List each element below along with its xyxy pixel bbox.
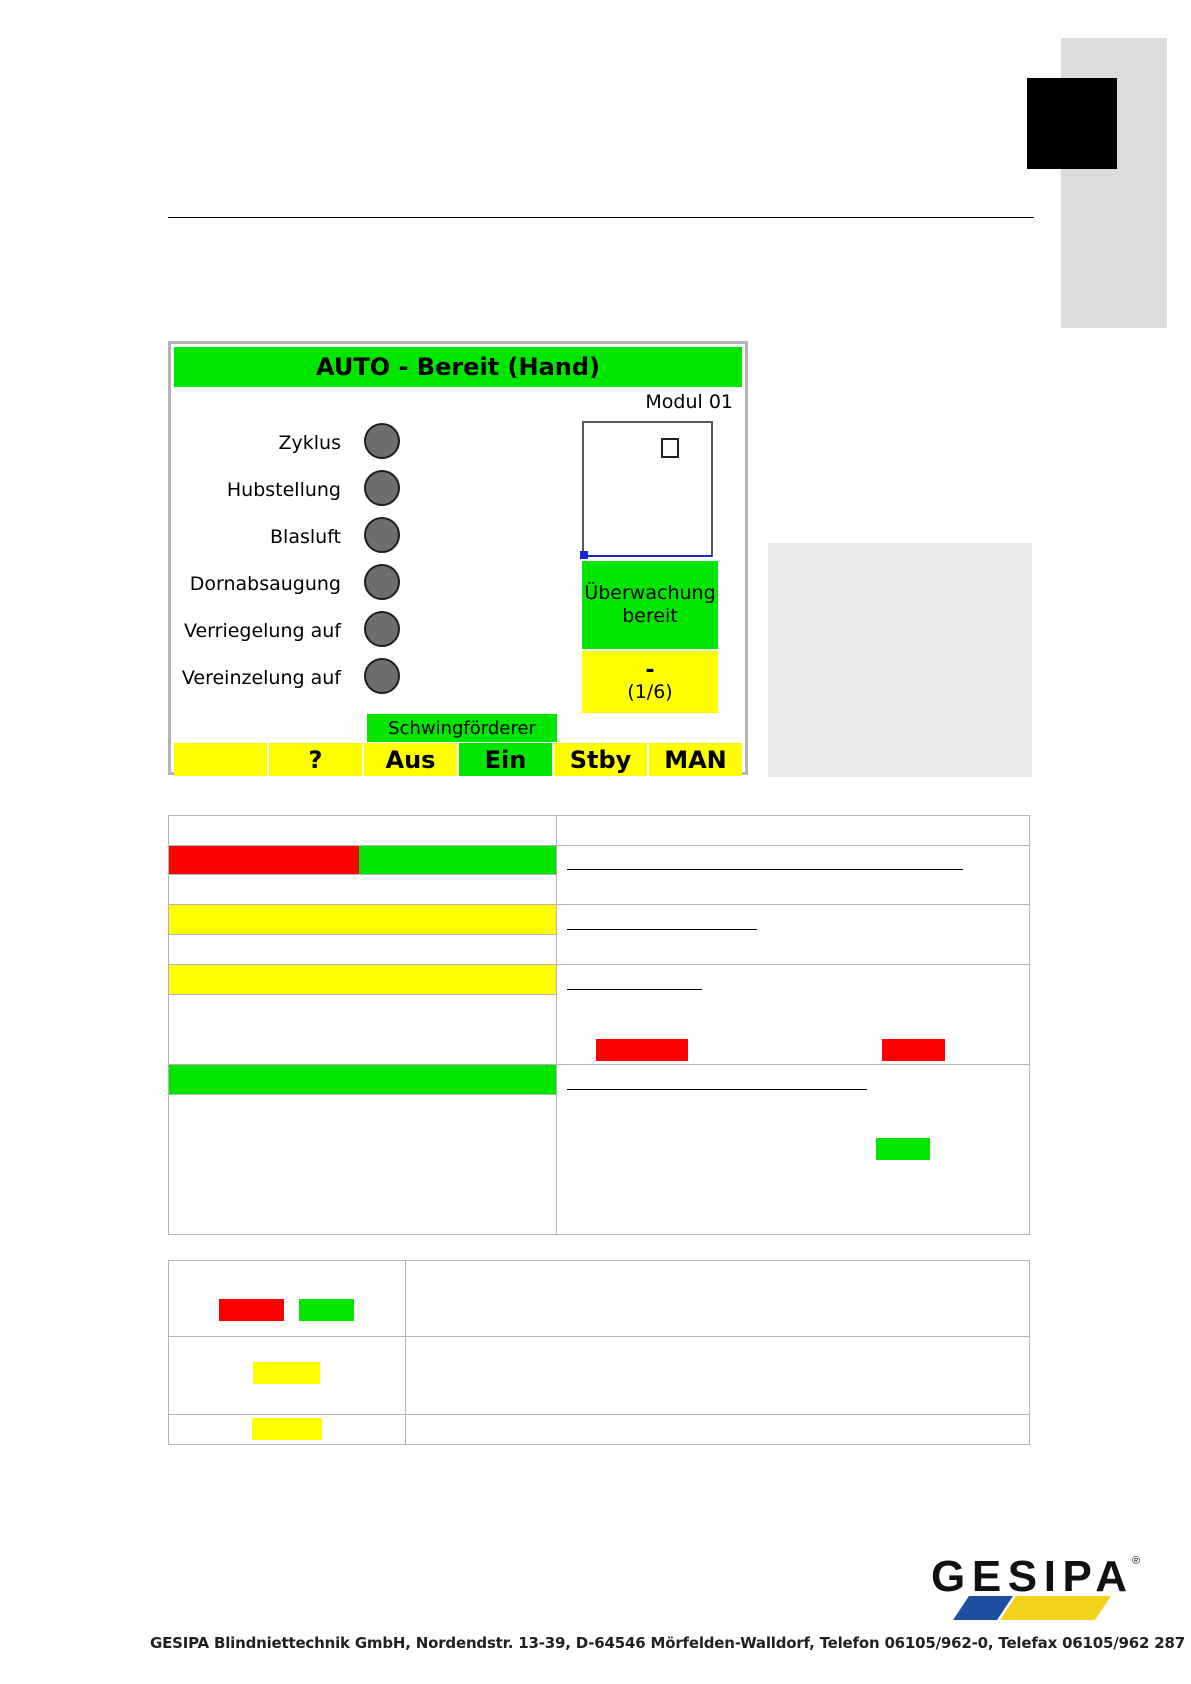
indicator-led xyxy=(364,423,400,459)
monitor-status-line1: Überwachung xyxy=(584,582,716,604)
monitor-marker xyxy=(580,551,588,559)
chapter-marker xyxy=(1027,78,1117,169)
red-swatch xyxy=(882,1039,945,1061)
modul-label: Modul 01 xyxy=(645,391,733,413)
monitor-frame xyxy=(582,421,713,557)
feeder-label: Schwingförderer xyxy=(367,714,557,742)
monitor-baseline xyxy=(584,555,712,557)
red-swatch xyxy=(219,1299,284,1321)
yellow-swatch xyxy=(252,1418,322,1440)
softkey-on[interactable]: Ein xyxy=(457,743,552,776)
yellow-swatch xyxy=(169,905,556,934)
indicator-label: Verriegelung auf xyxy=(183,620,341,642)
indicator-led xyxy=(364,564,400,600)
indicator-led xyxy=(364,517,400,553)
indicator-label: Hubstellung xyxy=(226,479,341,501)
softkey-manual[interactable]: MAN xyxy=(647,743,742,776)
count-value: (1/6) xyxy=(627,681,673,703)
count-dash: - xyxy=(645,658,655,683)
monitor-count xyxy=(582,651,718,713)
green-swatch xyxy=(169,1065,556,1094)
gesipa-logo xyxy=(931,1550,1141,1625)
indicator-led xyxy=(364,470,400,506)
red-swatch xyxy=(596,1039,688,1061)
screen-title: AUTO - Bereit (Hand) xyxy=(174,347,742,387)
indicator-led xyxy=(364,611,400,647)
note-box xyxy=(768,543,1032,777)
indicator-label: Dornabsaugung xyxy=(189,573,341,595)
legend-table xyxy=(168,815,1030,1235)
softkey-help[interactable]: ? xyxy=(267,743,362,776)
yellow-swatch xyxy=(169,965,556,994)
logo-text: GESIPA xyxy=(931,1552,1127,1601)
monitor-status xyxy=(582,561,718,649)
square-icon xyxy=(661,438,679,458)
indicator-label: Blasluft xyxy=(270,526,341,548)
red-swatch xyxy=(169,846,359,874)
green-swatch xyxy=(359,846,556,874)
indicator-label: Vereinzelung auf xyxy=(181,667,341,689)
header-rule xyxy=(168,217,1034,218)
machine-screen xyxy=(168,341,748,775)
softkey-bar xyxy=(174,743,742,776)
green-swatch xyxy=(299,1299,354,1321)
registered-mark: ® xyxy=(1132,1555,1141,1567)
indicator-label: Zyklus xyxy=(278,432,341,454)
yellow-swatch xyxy=(253,1362,320,1384)
green-swatch xyxy=(876,1138,930,1160)
monitor-status-line2: bereit xyxy=(622,605,678,627)
indicator-led xyxy=(364,658,400,694)
softkey-off[interactable]: Aus xyxy=(362,743,457,776)
footer-address: GESIPA Blindniettechnik GmbH, Nordendstr. 13-39, D-64546 Mörfelden-Walldorf, Telefon 06105/962-0, Telefax 06105/962 287 xyxy=(150,1634,1185,1652)
softkey-blank[interactable] xyxy=(174,743,267,776)
softkey-standby[interactable]: Stby xyxy=(552,743,647,776)
